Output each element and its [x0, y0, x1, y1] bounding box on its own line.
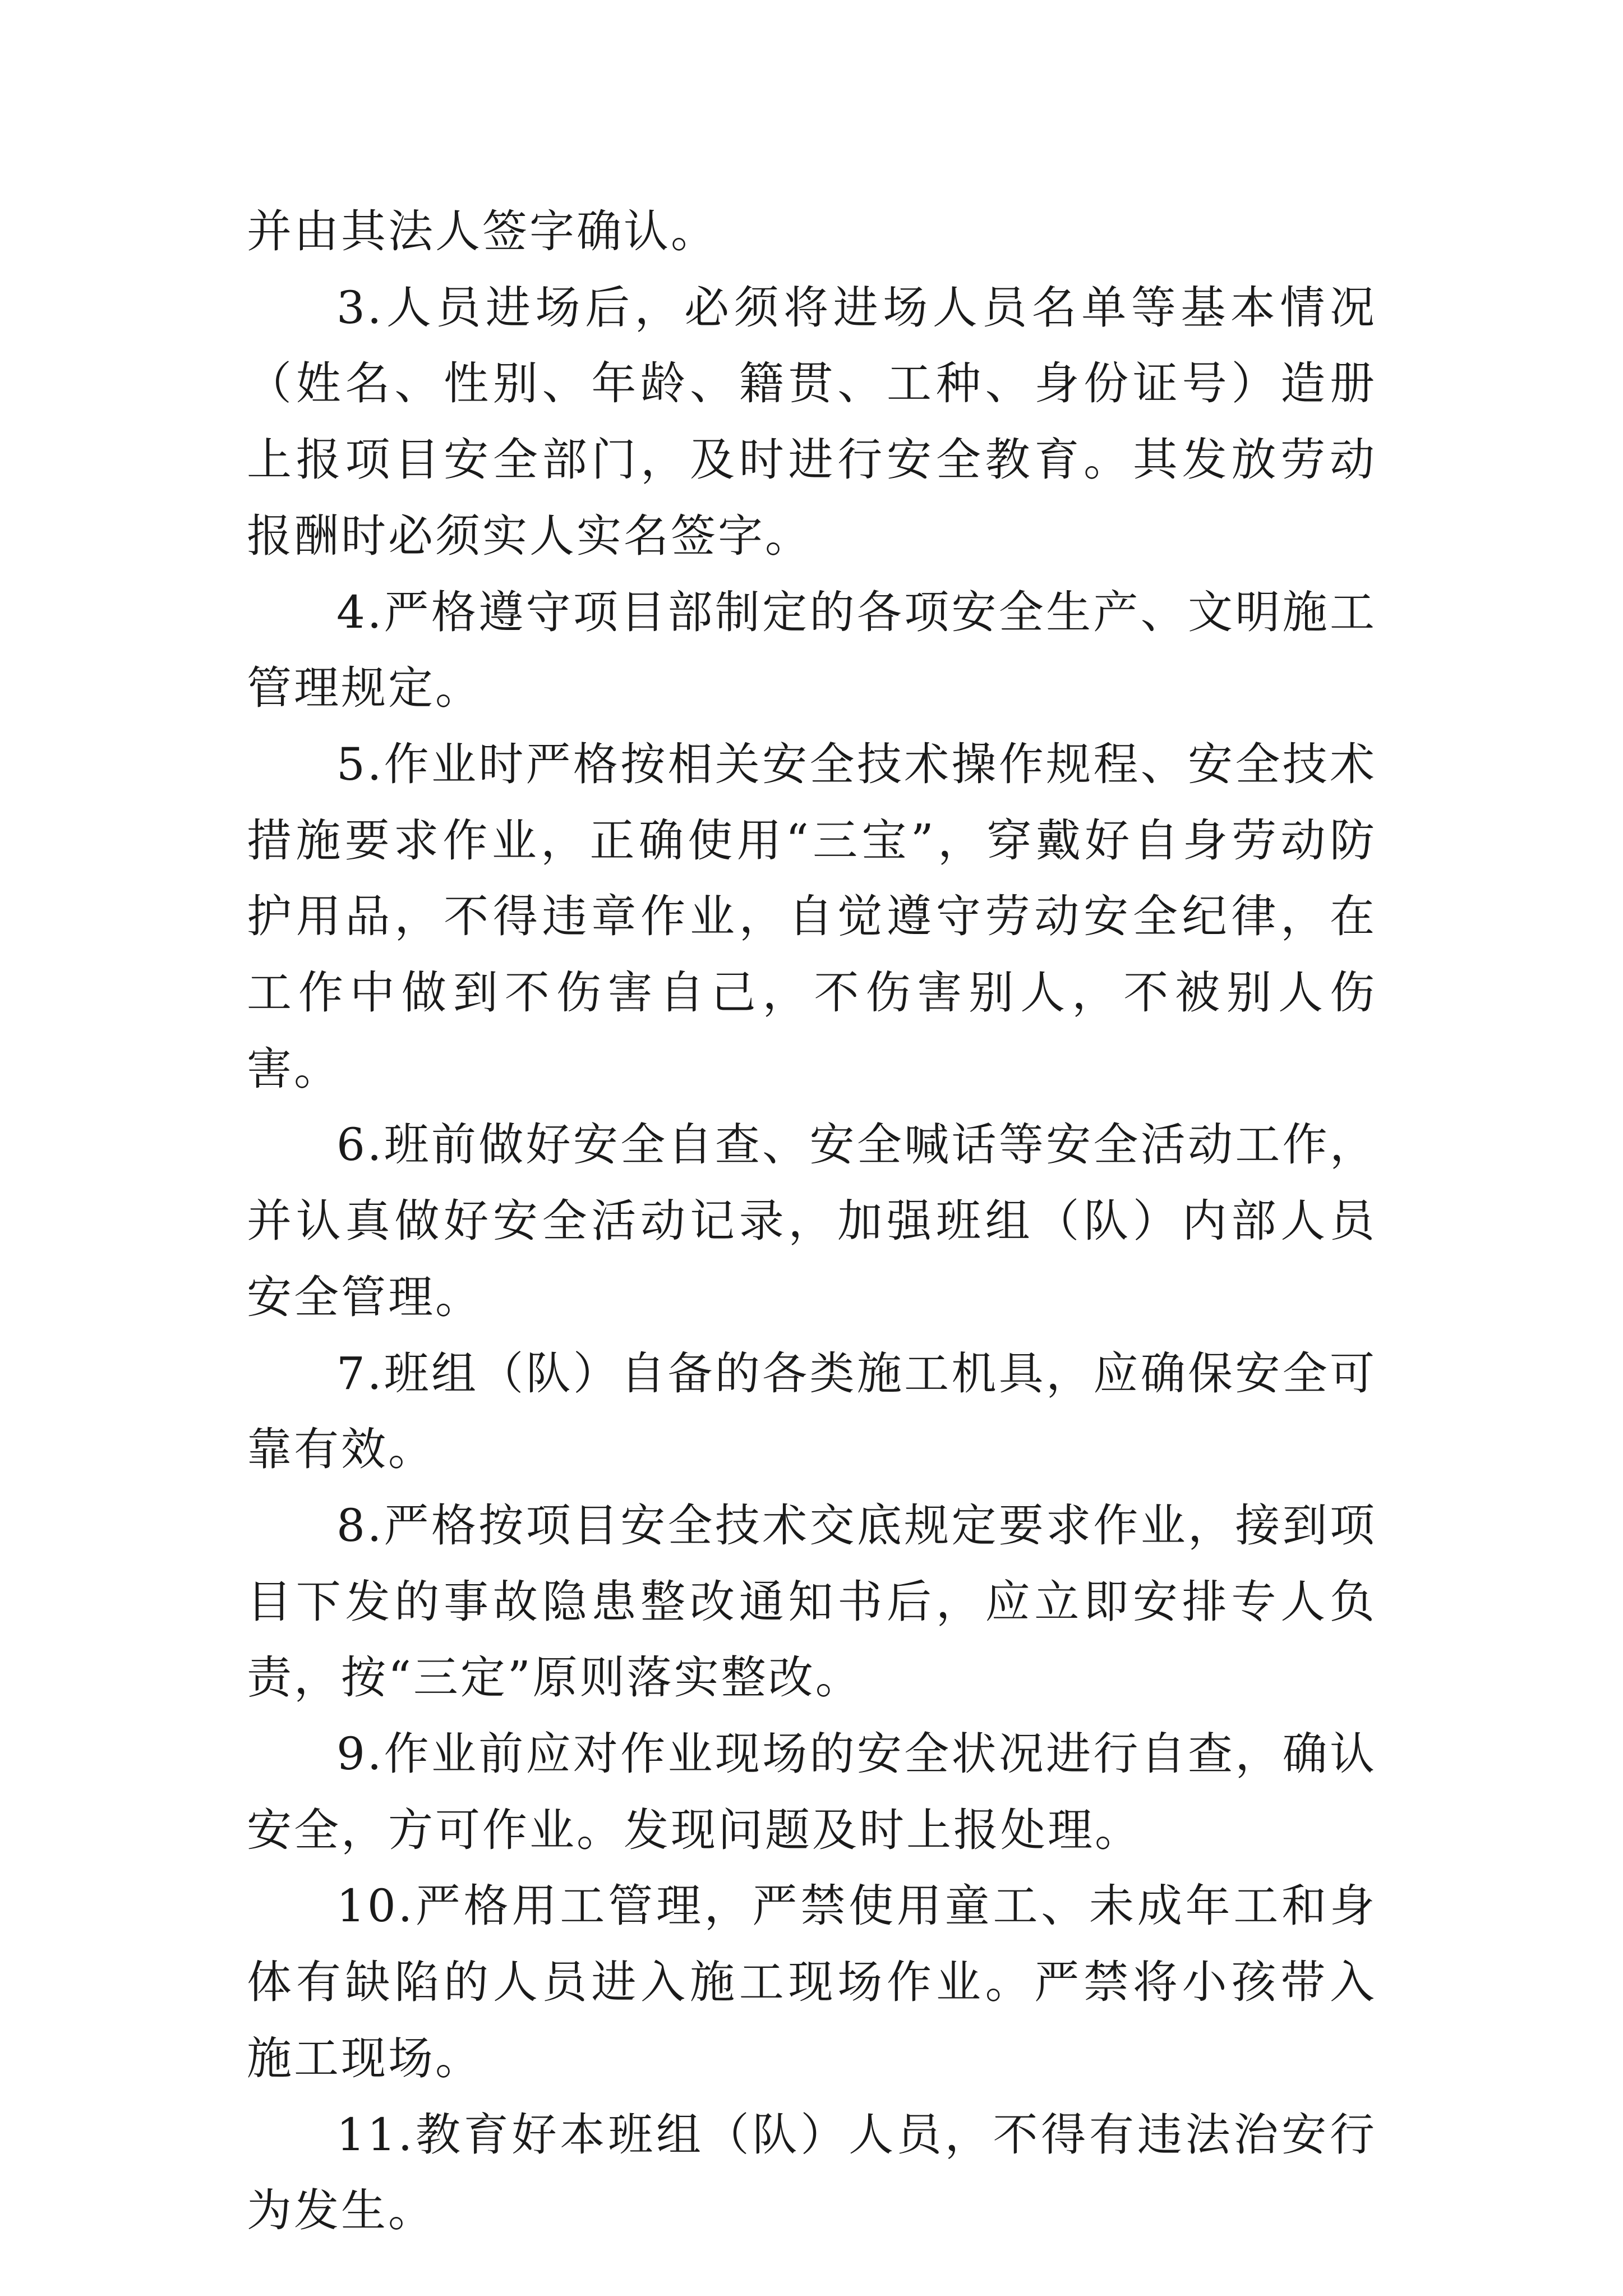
paragraph-item-11: 11.教育好本班组（队）人员，不得有违法治安行为发生。 — [247, 2108, 1377, 2237]
paragraph-item-4: 4.严格遵守项目部制定的各项安全生产、文明施工管理规定。 — [247, 586, 1377, 715]
paragraph-item-5: 5.作业时严格按相关安全技术操作规程、安全技术措施要求作业，正确使用“三宝”，穿戴好自身劳动防护用品，不得违章作业，自觉遵守劳动安全纪律，在工作中做到不伤害自己，不伤害别人，不被别人伤害。 — [247, 738, 1377, 1095]
paragraph-item-7: 7.班组（队）自备的各类施工机具，应确保安全可靠有效。 — [247, 1347, 1377, 1476]
paragraph-continuation: 并由其法人签字确认。 — [247, 205, 718, 257]
paragraph-item-8: 8.严格按项目安全技术交底规定要求作业，接到项目下发的事故隐患整改通知书后，应立即安排专人负责，按“三定”原则落实整改。 — [247, 1499, 1377, 1704]
paragraph-item-10: 10.严格用工管理，严禁使用童工、未成年工和身体有缺陷的人员进入施工现场作业。严禁将小孩带入施工现场。 — [247, 1880, 1377, 2085]
paragraph-item-6: 6.班前做好安全自查、安全喊话等安全活动工作，并认真做好安全活动记录，加强班组（队）内部人员安全管理。 — [247, 1119, 1377, 1323]
paragraph-item-9: 9.作业前应对作业现场的安全状况进行自查，确认安全，方可作业。发现问题及时上报处理。 — [247, 1728, 1377, 1856]
paragraph-item-3: 3.人员进场后，必须将进场人员名单等基本情况（姓名、性别、年龄、籍贯、工种、身份证号）造册上报项目安全部门，及时进行安全教育。其发放劳动报酬时必须实人实名签字。 — [247, 281, 1377, 562]
document-body — [247, 194, 1377, 2249]
